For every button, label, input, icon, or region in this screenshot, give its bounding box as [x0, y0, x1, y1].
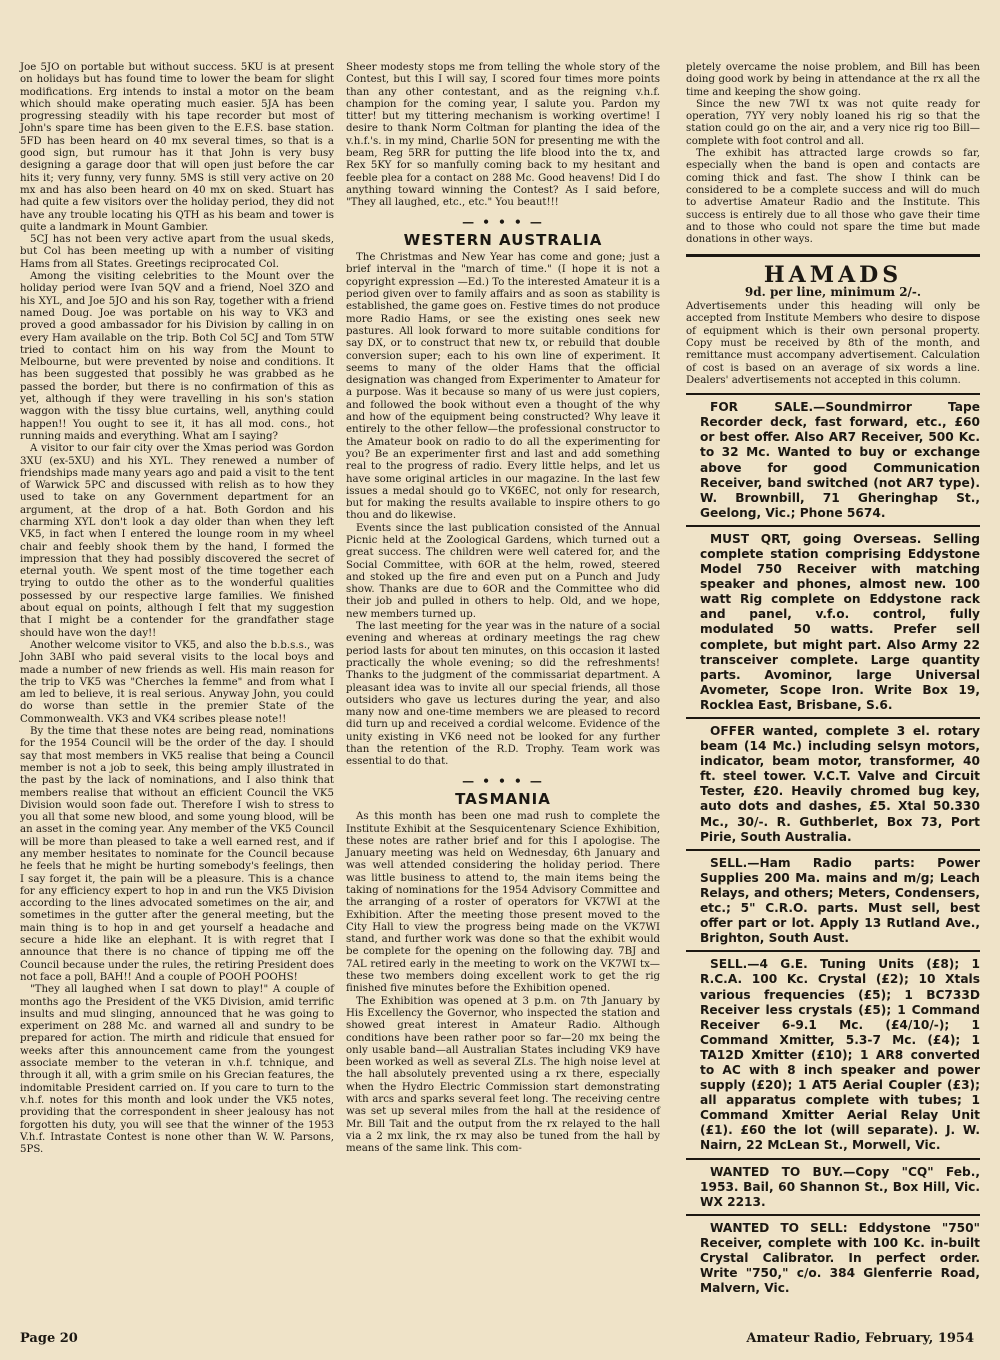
paragraph: Events since the last publication consisted of the Annual Picnic held at the Zoological Gardens, which turned out a great success. The children were well catered for, and the Social Committee, with 6OR at the helm, rowed, steered and stoked up the fire and even put on a Punch and Judy show. Thanks are due to 6OR and the Committee who did their job and pulled in others to help. Old, and we hope, new members turned up.	[346, 522, 660, 620]
paragraph: pletely overcame the noise problem, and Bill has been doing good work by being in attendance at the rx all the time and keeping the show going.	[686, 62, 980, 98]
paragraph: By the time that these notes are being read, nominations for the 1954 Council will be the order of the day. I should say that most members in VK5 realise that being a Council member is not a job to seek, this being amply illustrated in the past by the lack of nominations, and I also think that members realise that without an efficient Council the VK5 Division would soon fade out. Therefore I wish to stress to you all that some new blood, and some young blood, will be an asset in the coming year. Any member of the VK5 Council will be more than pleased to take a well earned rest, and if any member hesitates to nominate for the Council because he feels that he might be hurting somebody's feelings, then I say forget it, the pain will be a pleasure. This is a chance for any efficiency expert to hop in and run the VK5 Division according to the lines advocated sometimes on the air, and sometimes in the gutter after the general meeting, but the main thing is to hop in and get yourself a headache and secure a hide like an elephant. It is with regret that I announce that there is no chance of tipping me off the Council because under the rules, the retiring President does not face a poll, BAH!! And a couple of POOH POOHS!	[20, 726, 334, 983]
classified-ad: SELL.—4 G.E. Tuning Units (£8); 1 R.C.A. 100 Kc. Crystal (£2); 10 Xtals various frequencies (£5); 1 BC733D Receiver less crystals (£5); 1 Command Receiver 6-9.1 Mc. (£4/10/-); 1 Command Xmitter, 5.3-7 Mc. (£4); 1 TA12D Xmitter (£10); 1 AR8 converted to AC with 8 inch speaker and power supply (£20); 1 AT5 Aerial Coupler (£3); all apparatus complete with tubes; 1 Command Xmitter Aerial Relay Unit (£1). £60 the lot (will separate). J. W. Nairn, 22 McLean St., Morwell, Vic.	[686, 950, 980, 1157]
journal-footer: Amateur Radio, February, 1954	[746, 1331, 974, 1346]
hamads-notice: Advertisements under this heading will only be accepted from Institute Members who desire to dispose of equipment which is their own personal property. Copy must be received by 8th of the month, and remittance must accompany advertisement. Calculation of cost is based on an average of six words a line. Dealers' advertisements not accepted in this column.	[686, 301, 980, 386]
section-title-western-australia: WESTERN AUSTRALIA	[403, 230, 603, 249]
section-divider: — • • • —	[462, 214, 544, 229]
paragraph: Sheer modesty stops me from telling the whole story of the Contest, but this I will say, I scored four times more points than any other contestant, and as the reigning v.h.f. champion for the coming year, I salute you. Pardon my titter! but my tittering mechanism is working overtime! I desire to thank Norm Coltman for planting the idea of the v.h.f.'s. in my mind, Charlie 5ON for presenting me with the beam, Reg 5RR for putting the life blood into the tx, and Rex 5KY for so manfully coming back to my hesitant and feeble plea for a contact on 288 Mc. Good heavens! Did I do anything toward winning the Contest? As I said before, "They all laughed, etc., etc." You beaut!!!	[346, 62, 660, 209]
paragraph: The exhibit has attracted large crowds so far, especially when the band is open and contacts are coming thick and fast. The show I think can be considered to be a complete success and will do much to advertise Amateur Radio and the Institute. This success is entirely due to all those who gave their time and to those who could not spare the time but made donations in other ways.	[686, 148, 980, 246]
hamads-top-rule	[686, 254, 980, 257]
classified-ad: MUST QRT, going Overseas. Selling complete station comprising Eddystone Model 750 Receiver with matching speaker and phones, almost new. 100 watt Rig complete on Eddystone rack and panel, v.f.o. control, fully modulated 50 watts. Prefer sell complete, but might part. Also Army 22 transceiver complete. Large quantity parts. Avominor, large Universal Avometer, Scope Iron. Write Box 19, Rocklea East, Brisbane, S.6.	[686, 525, 980, 717]
paragraph: 5CJ has not been very active apart from the usual skeds, but Col has been meeting up with a number of visiting Hams from all States. Greetings reciprocated Col.	[20, 234, 334, 270]
section-divider: — • • • —	[462, 773, 544, 788]
paragraph: The Exhibition was opened at 3 p.m. on 7th January by His Excellency the Governor, who inspected the station and showed great interest in Amateur Radio. Although conditions have been rather poor so far—20 mx being the only usable band—all Australian States including VK9 have been worked as well as several ZLs. The high noise level at the hall absolutely prevented using a rx there, especially when the Hydro Electric Commission start demonstrating with arcs and sparks several feet long. The receiving centre was set up several miles from the hall at the residence of Mr. Bill Tait and the output from the rx relayed to the hall via a 2 mx link, the rx may also be tuned from the hall by means of the same link. This com-	[346, 995, 660, 1155]
classified-ad: FOR SALE.—Soundmirror Tape Recorder deck, fast forward, etc., £60 or best offer. Also AR7 Receiver, 500 Kc. to 32 Mc. Wanted to buy or exchange above for good Communication Receiver, band switched (not AR7 type). W. Brownbill, 71 Gheringhap St., Geelong, Vic.; Phone 5674.	[686, 393, 980, 525]
paragraph: A visitor to our fair city over the Xmas period was Gordon 3XU (ex-5XU) and his XYL. They renewed a number of friendships made many years ago and paid a visit to the tent of Warwick 5PC and discussed with relish as to how they used to take on any Government department for an argument, at the drop of a hat. Both Gordon and his charming XYL don't look a day older than when they left VK5, in fact when I entered the lounge room in my wheel chair and feebly shook them by the hand, I formed the impression that they had possibly discovered the secret of eternal youth. We spent most of the time together each trying to outdo the other as to the wonderful qualities possessed by our respective large families. We finished about equal on points, although I felt that my suggestion that I might be a contender for the grandfather stage should have won the day!!	[20, 443, 334, 639]
paragraph: Among the visiting celebrities to the Mount over the holiday period were Ivan 5QV and a friend, Noel 3ZO and his XYL, and Joe 5JO and his son Ray, together with a friend named Doug. Joe was portable on his way to VK3 and proved a good ambassador for his Division by calling in on every Ham available on the trip. Both Col 5CJ and Tom 5TW tried to contact him on his way from the Mount to Melbourne, but were prevented by noise and conditions. It has been suggested that possibly he was grabbed as he passed the border, but there is no confirmation of this as yet, although if they were travelling in his son's station waggon with the tissy blue curtains, well, anything could happen!! You ought to see it, it has all mod. cons., hot running maids and everything. What am I saying?	[20, 271, 334, 442]
hamads-rate: 9d. per line, minimum 2/-.	[744, 284, 922, 299]
vk5-notes-column	[20, 62, 334, 1156]
paragraph: As this month has been one mad rush to complete the Institute Exhibit at the Sesquicentenary Science Exhibition, these notes are rather brief and for this I apologise. The January meeting was held on Wednesday, 6th January and was well attended considering the holiday period. There was little business to attend to, the main items being the taking of nominations for the 1954 Advisory Committee and the arranging of a roster of operators for VK7WI at the Exhibition. After the meeting those present moved to the City Hall to view the progress being made on the VK7WI stand, and further work was done so that the exhibit would be complete for the opening on the following day. 7BJ and 7AL retired early in the meeting to work on the VK7WI tx—these two members doing excellent work to get the rig finished five minutes before the Exhibition opened.	[346, 811, 660, 995]
classified-ad: WANTED TO BUY.—Copy "CQ" Feb., 1953. Bail, 60 Shannon St., Box Hill, Vic. WX 2213.	[686, 1158, 980, 1214]
classified-ad: SELL.—Ham Radio parts: Power Supplies 200 Ma. mains and m/g; Leach Relays, and others; Meters, Condensers, etc.; 5" C.R.O. parts. Must sell, best offer part or lot. Apply 13 Rutland Ave., Brighton, South Aust.	[686, 849, 980, 951]
paragraph: Joe 5JO on portable but without success. 5KU is at present on holidays but has found time to lower the beam for slight modifications. Erg intends to instal a motor on the beam which should make operating much easier. 5JA has been progressing steadily with his tape recorder but most of John's spare time has been given to the E.F.S. base station. 5FD has been heard on 40 mx several times, so that is a good sign, but rumour has it that John is very busy designing a garage door that will open just before the car hits it; very funny, very funny. 5MS is still very active on 20 mx and has also been heard on 40 mx on sked. Stuart has had quite a few visitors over the holiday period, they did not have any trouble locating his QTH as his beam and tower is quite a landmark in Mount Gambier.	[20, 62, 334, 233]
page-number: Page 20	[20, 1331, 78, 1346]
classified-ad: OFFER wanted, complete 3 el. rotary beam (14 Mc.) including selsyn motors, indicator, beam motor, transformer, 40 ft. steel tower. V.C.T. Valve and Circuit Tester, £20. Heavily chromed bug key, auto dots and dashes, £5. Xtal 50.330 Mc., 30/-. R. Guthberlet, Box 73, Port Pirie, South Australia.	[686, 717, 980, 849]
paragraph: Another welcome visitor to VK5, and also the b.b.s.s., was John 3ABI who paid several visits to the local boys and made a number of new friends as well. His main reason for the trip to VK5 was "Cherches la femme" and from what I am led to believe, it is real serious. Anyway John, you could do worse than settle in the premier State of the Commonwealth. VK3 and VK4 scribes please note!!	[20, 639, 334, 725]
paragraph: The last meeting for the year was in the nature of a social evening and whereas at ordinary meetings the rag chew period lasts for about ten minutes, on this occasion it lasted practically the whole evening; so did the refreshments! Thanks to the judgment of the commissariat department. A pleasant idea was to invite all our special friends, all those outsiders who gave us lectures during the year, and also many now and one-time members we are pleased to record did turn up and received a cordial welcome. Evidence of the unity existing in VK6 need not be looked for any further than the retention of the R.D. Trophy. Team work was essential to do that.	[346, 621, 660, 768]
paragraph: The Christmas and New Year has come and gone; just a brief interval in the "march of time." (I hope it is not a copyright expression —Ed.) To the interested Amateur it is a period given over to family affairs and as soon as stability is established, the game goes on. Festive times do not produce more Radio Hams, or see the existing ones seek new pastures. All look forward to more suitable conditions for say DX, or to construct that new tx, or rebuild that double conversion super; each to his own line of experiment. It seems to many of the older Hams that the official designation was changed from Experimenter to Amateur for a purpose. Was it because so many of us were just copiers, and followed the book without even a thought of the why and how of the equipment being constructed? Why leave it entirely to the other fellow—the professional constructor to the Amateur book on radio to do all the experimenting for you? Be an experimenter first and last and add something real to the progress of radio. Every little helps, and let us have some original articles in our magazine. In the last few issues a medal should go to VK6EC, not only for research, but for making the results available to inspire others to go thou and do likewise.	[346, 252, 660, 522]
hamads-title: HAMADS	[763, 262, 903, 289]
classified-ad: WANTED TO SELL: Eddystone "750" Receiver, complete with 100 Kc. in-built Crystal Calibrator. In perfect order. Write "750," c/o. 384 Glenferrie Road, Malvern, Vic.	[686, 1214, 980, 1300]
right-column	[686, 62, 980, 1300]
paragraph: Since the new 7WI tx was not quite ready for operation, 7YY very nobly loaned his rig so that the station could go on the air, and a very nice rig too Bill—complete with foot control and all.	[686, 98, 980, 147]
section-title-tasmania: TASMANIA	[455, 789, 551, 808]
paragraph: "They all laughed when I sat down to play!" A couple of months ago the President of the VK5 Division, amid terrific insults and mud slinging, announced that he was going to experiment on 288 Mc. and warned all and sundry to be prepared for action. The mirth and ridicule that ensued for weeks after this announcement came from the youngest associate member to the veteran in v.h.f. tchnique, and through it all, with a grim smile on his Grecian features, the indomitable President carried on. If you care to turn to the v.h.f. notes for this month and look under the VK5 notes, providing that the correspondent in sheer jealousy has not forgotten his duty, you will see that the winner of the 1953 V.h.f. Intrastate Contest is none other than W. W. Parsons, 5PS.	[20, 984, 334, 1156]
middle-column	[346, 62, 660, 1156]
